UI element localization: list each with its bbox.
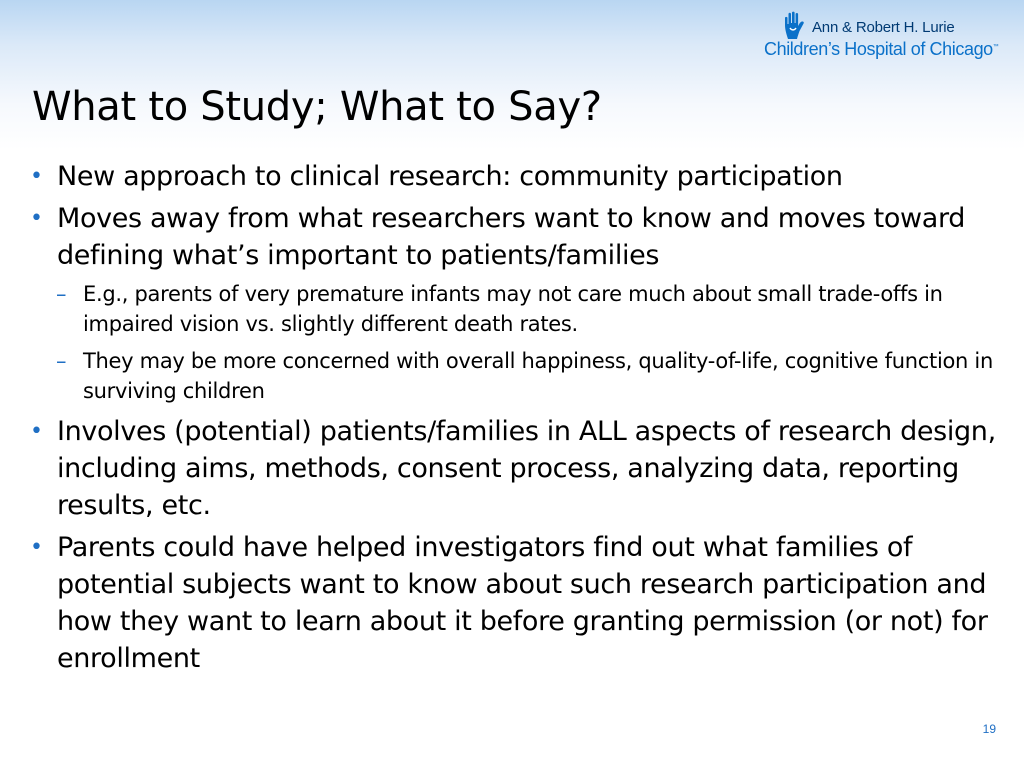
logo-line-1: Ann & Robert H. Lurie	[812, 19, 955, 36]
bullet-item	[30, 158, 1005, 195]
trademark-symbol: ™	[992, 44, 999, 50]
slide-body	[30, 158, 1005, 682]
slide-title: What to Study; What to Say?	[32, 84, 602, 130]
logo-line-2-text: Children’s Hospital of Chicago	[764, 39, 993, 59]
logo-line-2	[764, 39, 998, 60]
sub-bullet-marker: –	[56, 349, 67, 373]
bullet-marker: •	[30, 164, 43, 189]
sub-bullet-item	[30, 346, 1005, 406]
sub-bullet-item	[30, 279, 1005, 339]
bullet-text: Moves away from what researchers want to know and moves toward defining what’s important to patients/families	[57, 203, 966, 271]
bullet-item	[30, 413, 1005, 524]
bullet-marker: •	[30, 419, 43, 444]
sub-bullet-marker: –	[56, 282, 67, 306]
sub-bullet-text: E.g., parents of very premature infants may not care much about small trade-offs in impaired vision vs. slightly different death rates.	[83, 282, 943, 336]
hospital-logo	[760, 8, 1022, 64]
bullet-text: Involves (potential) patients/families in ALL aspects of research design, including aims, methods, consent process, analyzing data, reporting results, etc.	[57, 416, 996, 521]
bullet-item	[30, 529, 1005, 677]
bullet-marker: •	[30, 206, 43, 231]
bullet-marker: •	[30, 535, 43, 560]
hand-icon	[782, 11, 808, 41]
sub-bullet-text: They may be more concerned with overall happiness, quality-of-life, cognitive function in surviving children	[83, 349, 993, 403]
page-number: 19	[982, 722, 996, 736]
bullet-text: New approach to clinical research: community participation	[57, 161, 843, 192]
bullet-item	[30, 200, 1005, 274]
bullet-text: Parents could have helped investigators find out what families of potential subjects want to know about such research participation and how they want to learn about it before granting permission (or not) for enrollment	[57, 532, 988, 674]
